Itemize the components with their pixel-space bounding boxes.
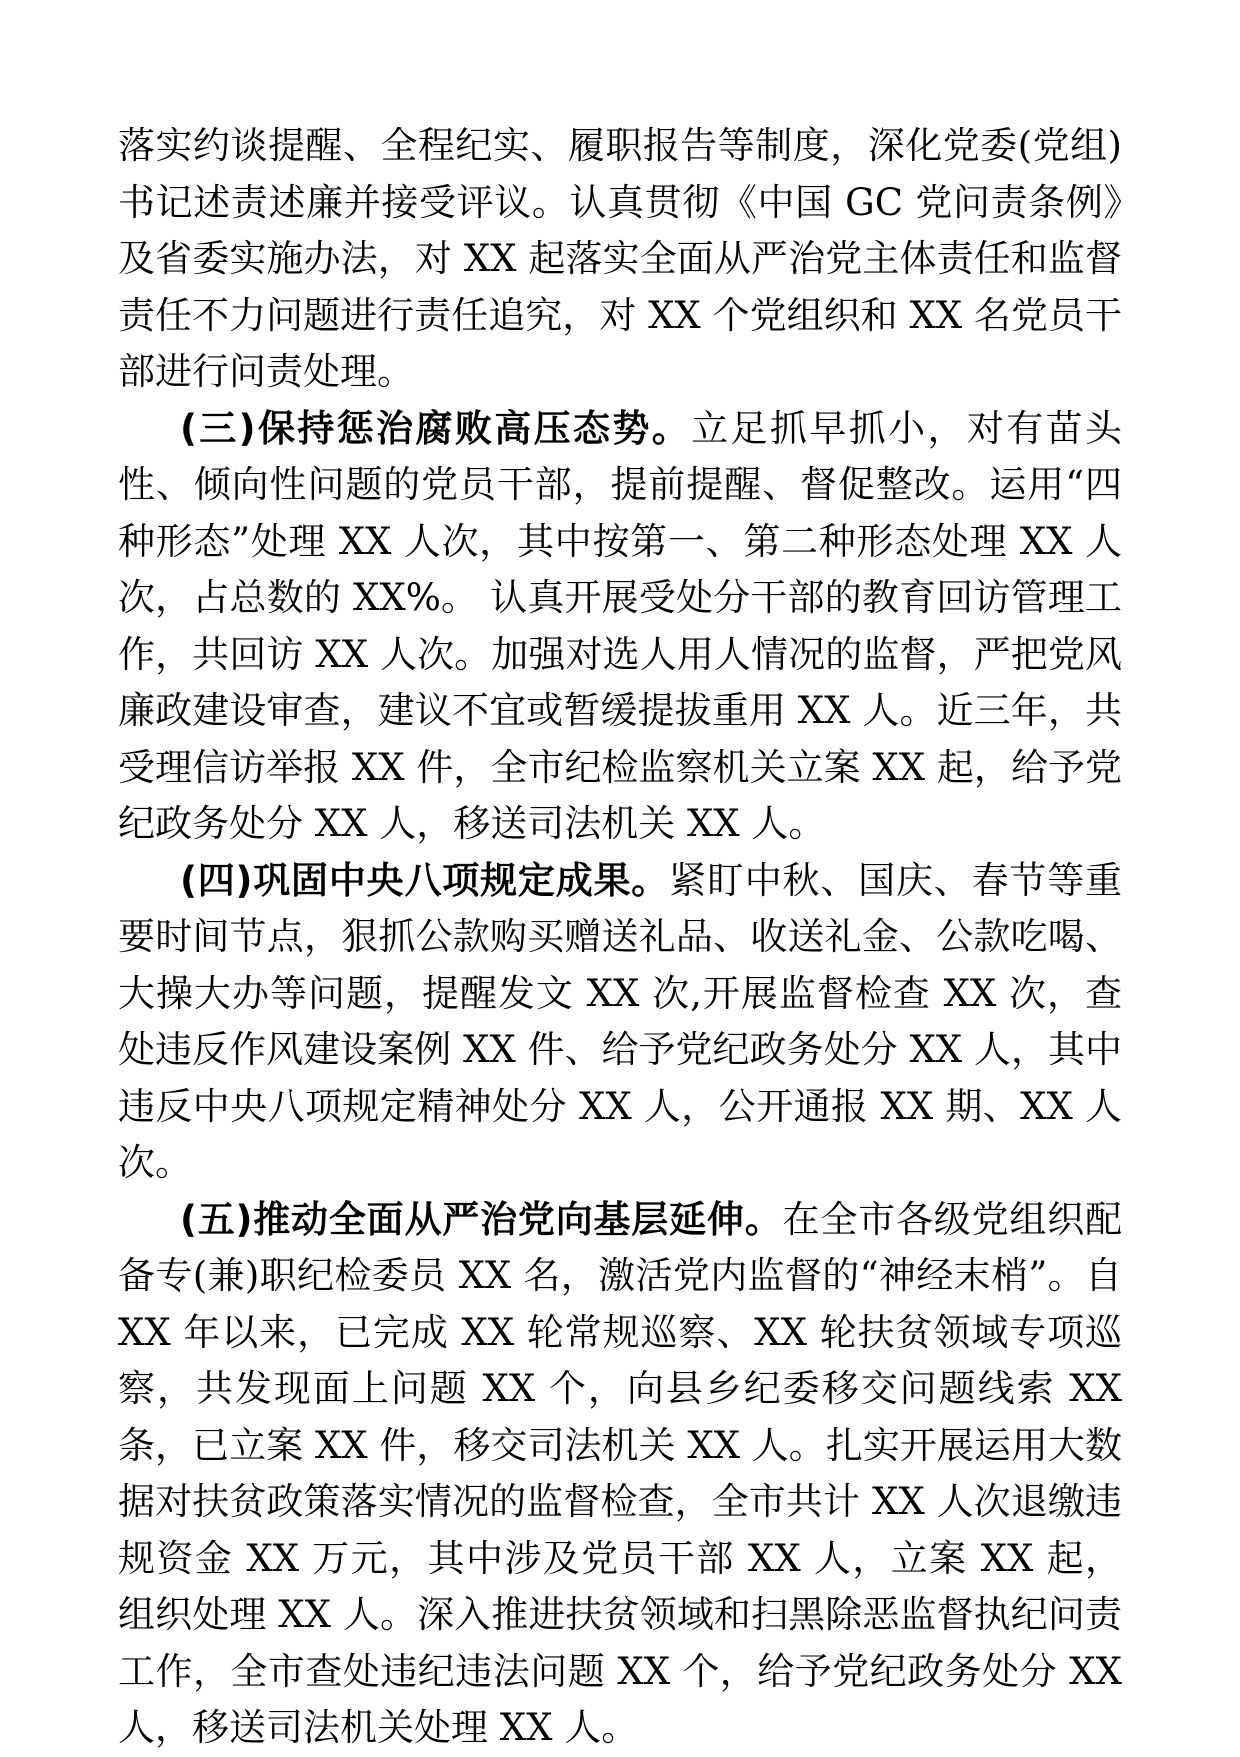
section-heading: (四)巩固中央八项规定成果。	[180, 858, 670, 902]
section-heading: (五)推动全面从严治党向基层延伸。	[180, 1197, 783, 1241]
paragraph-section-5	[118, 1192, 1122, 1757]
paragraph-text: 紧盯中秋、国庆、春节等重要时间节点，狠抓公款购买赠送礼品、收送礼金、公款吃喝、大操大办等问题，提醒发文 XX 次,开展监督检查 XX 次，查处违反作风建设案例 XX 件、给予党纪政务处分 XX 人，其中违反中央八项规定精神处分 XX 人，公开通报 XX 期、XX 人次。	[118, 858, 1122, 1184]
paragraph-continued	[118, 118, 1122, 401]
paragraph-text: 在全市各级党组织配备专(兼)职纪检委员 XX 名，激活党内监督的“神经末梢”。自 XX 年以来，已完成 XX 轮常规巡察、XX 轮扶贫领域专项巡察，共发现面上问题 XX 个，向县乡纪委移交问题线索 XX 条，已立案 XX 件，移交司法机关 XX 人。扎实开展运用大数据对扶贫政策落实情况的监督检查，全市共计 XX 人次退缴违规资金 XX 万元，其中涉及党员干部 XX 人，立案 XX 起，组织处理 XX 人。深入推进扶贫领域和扫黑除恶监督执纪问责工作，全市查处违纪违法问题 XX 个，给予党纪政务处分 XX 人，移送司法机关处理 XX 人。	[118, 1197, 1123, 1749]
paragraph-section-3	[118, 401, 1122, 853]
paragraph-section-4	[118, 853, 1122, 1192]
section-heading: (三)保持惩治腐败高压态势。	[180, 406, 692, 450]
document-page	[118, 118, 1122, 1757]
paragraph-text: 立足抓早抓小，对有苗头性、倾向性问题的党员干部，提前提醒、督促整改。运用“四种形态”处理 XX 人次，其中按第一、第二种形态处理 XX 人次，占总数的 XX%。 认真开展受处分干部的教育回访管理工作，共回访 XX 人次。加强对选人用人情况的监督，严把党风廉政建设审查，建议不宜或暂缓提拔重用 XX 人。近三年，共受理信访举报 XX 件，全市纪检监察机关立案 XX 起，给予党纪政务处分 XX 人，移送司法机关 XX 人。	[118, 406, 1122, 845]
paragraph-text: 落实约谈提醒、全程纪实、履职报告等制度，深化党委(党组)书记述责述廉并接受评议。认真贯彻《中国 GC 党问责条例》及省委实施办法，对 XX 起落实全面从严治党主体责任和监督责任不力问题进行责任追究，对 XX 个党组织和 XX 名党员干部进行问责处理。	[118, 124, 1122, 393]
